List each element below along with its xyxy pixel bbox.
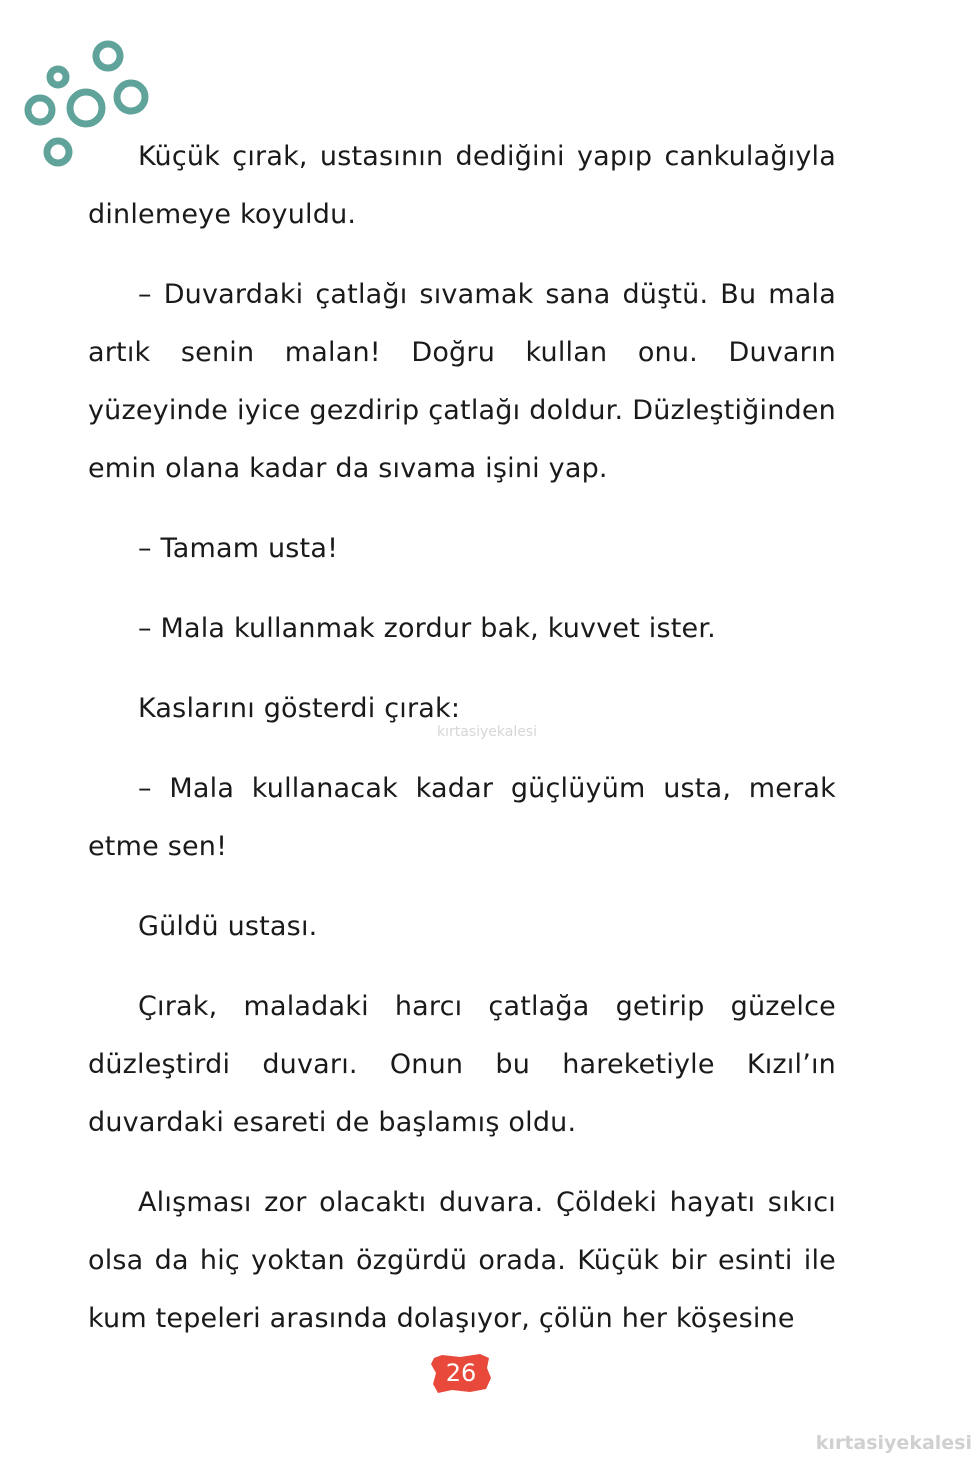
- paragraph: – Mala kullanmak zordur bak, kuvvet ister.: [138, 613, 716, 644]
- circle-icon: [117, 83, 145, 111]
- story-text: [88, 128, 836, 1370]
- paragraph: – Mala kullanacak kadar güçlüyüm usta, merak etme sen!: [88, 773, 836, 862]
- paragraph: Kaslarını gösterdi çırak:: [138, 693, 461, 724]
- circle-icon: [70, 92, 102, 124]
- paragraph: – Tamam usta!: [138, 533, 339, 564]
- paragraph: Çırak, maladaki harcı çatlağa getirip güzelce düzleştirdi duvarı. Onun bu hareketiyle Kızıl’ın duvardaki esareti de başlamış oldu.: [88, 991, 836, 1138]
- paragraph: – Duvardaki çatlağı sıvamak sana düştü. Bu mala artık senin malan! Doğru kullan onu. Duvarın yüzeyinde iyice gezdirip çatlağı doldur. Düzleştiğinden emin olana kadar da sıvama işini yap.: [88, 279, 836, 484]
- paragraph: Güldü ustası.: [138, 911, 318, 942]
- circle-icon: [28, 98, 52, 122]
- page-number: 26: [445, 1359, 477, 1387]
- circle-icon: [47, 141, 69, 163]
- page-number-badge: [430, 1352, 492, 1394]
- watermark-corner: kırtasiyekalesi: [815, 1432, 972, 1454]
- paragraph: Küçük çırak, ustasının dediğini yapıp cankulağıyla dinlemeye koyuldu.: [88, 141, 836, 230]
- watermark-center: kırtasiyekalesi: [437, 724, 538, 740]
- paragraph: Alışması zor olacaktı duvara. Çöldeki hayatı sıkıcı olsa da hiç yoktan özgürdü orada. Küçük bir esinti ile kum tepeleri arasında dolaşıyor, çölün her köşesine: [88, 1187, 836, 1334]
- circle-icon: [50, 69, 66, 85]
- circle-icon: [96, 44, 120, 68]
